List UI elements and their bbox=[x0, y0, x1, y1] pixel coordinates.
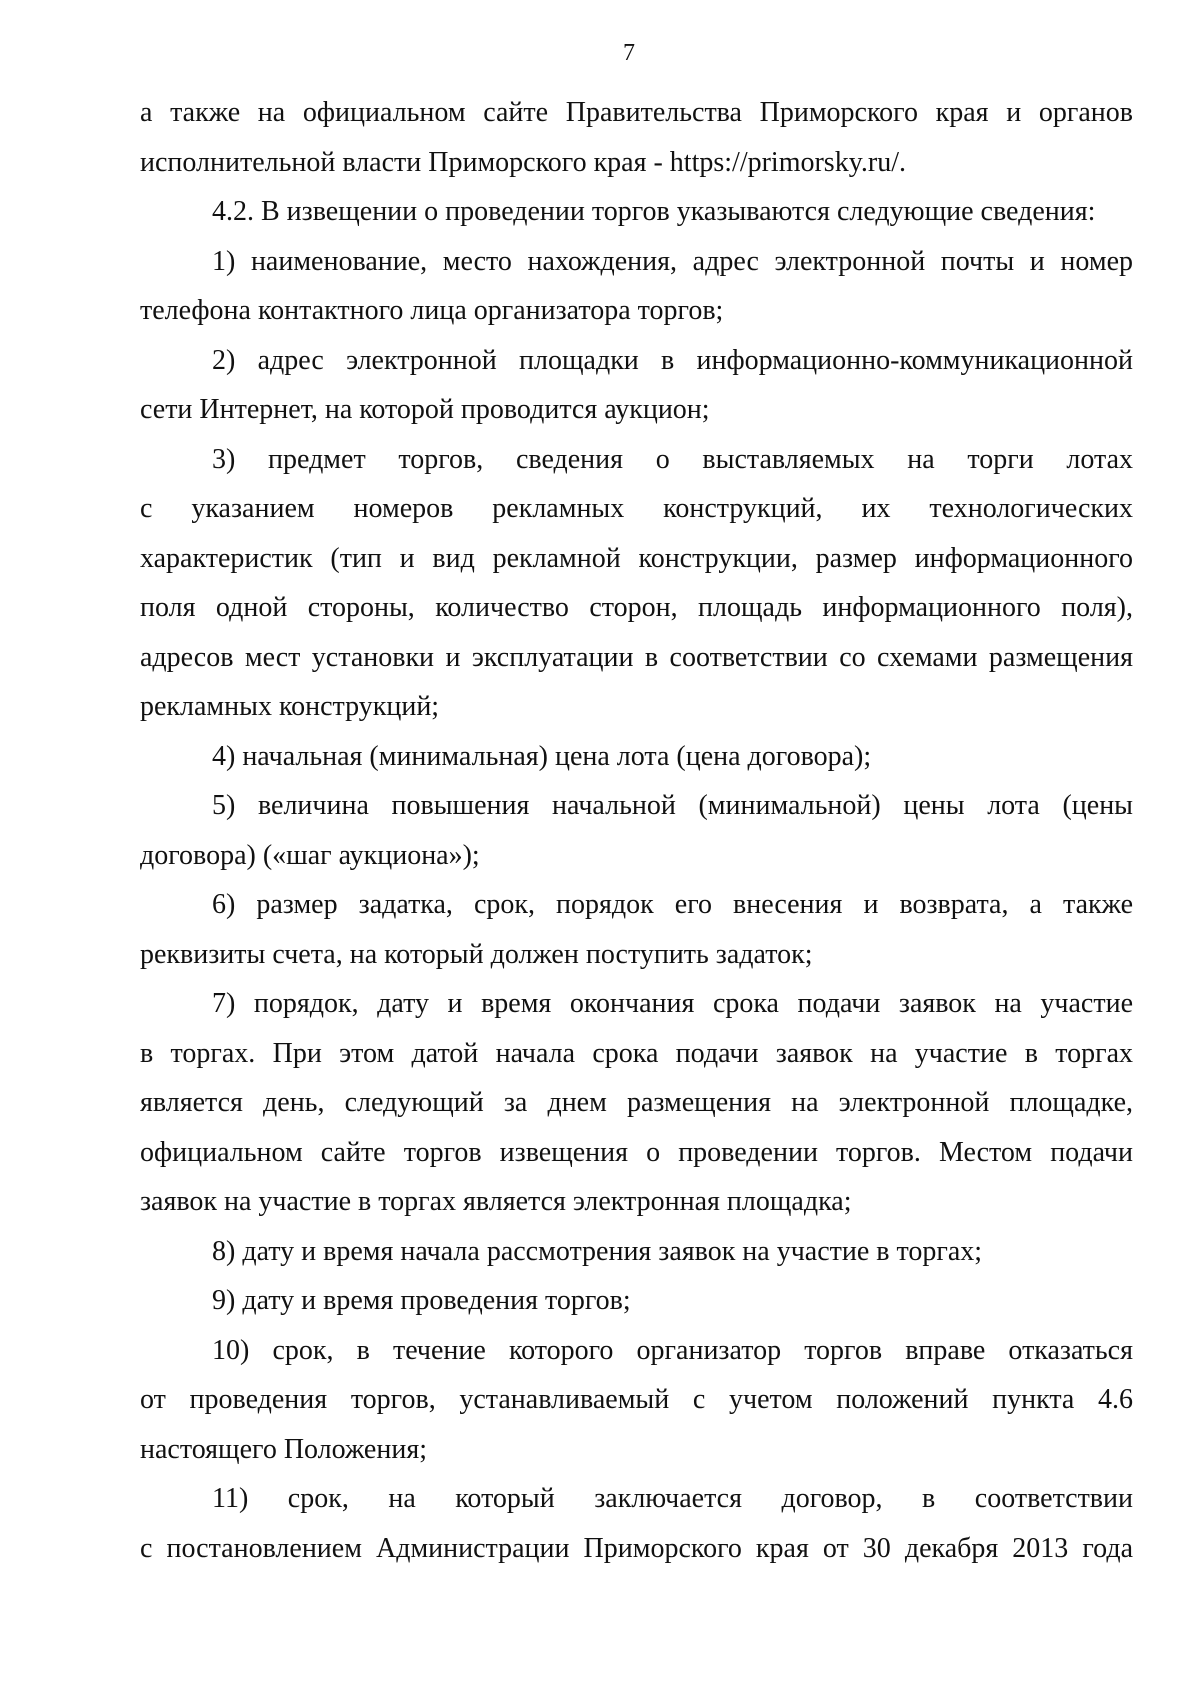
text-line: характеристик (тип и вид рекламной конструкции, размер информационного bbox=[140, 542, 1133, 574]
text-line: 9) дату и время проведения торгов; bbox=[212, 1285, 631, 1316]
text-line: 5) величина повышения начальной (минимальной) цены лота (цены bbox=[212, 790, 1133, 821]
text-line: исполнительной власти Приморского края - https://primorsky.ru/. bbox=[140, 146, 906, 178]
text-line: поля одной стороны, количество сторон, площадь информационного поля), bbox=[140, 592, 1133, 623]
text-line: от проведения торгов, устанавливаемый с учетом положений пункта 4.6 bbox=[140, 1384, 1133, 1415]
list-item-10 bbox=[140, 1326, 1133, 1475]
list-item-8 bbox=[140, 1227, 1133, 1277]
text-line: а также на официальном сайте Правительства Приморского края и органов bbox=[140, 97, 1133, 128]
text-line: 4) начальная (минимальная) цена лота (цена договора); bbox=[212, 740, 872, 772]
text-line: 1) наименование, место нахождения, адрес электронной почты и номер bbox=[212, 245, 1133, 277]
text-line: телефона контактного лица организатора торгов; bbox=[140, 295, 724, 326]
text-line: реквизиты счета, на который должен поступить задаток; bbox=[140, 938, 813, 970]
page-number: 7 bbox=[623, 40, 635, 66]
paragraph-4-2 bbox=[140, 187, 1133, 237]
text-line: 2) адрес электронной площадки в информационно-коммуникационной bbox=[212, 344, 1133, 376]
text-line: в торгах. При этом датой начала срока подачи заявок на участие в торгах bbox=[140, 1037, 1133, 1069]
list-item-2 bbox=[140, 336, 1133, 435]
list-item-6 bbox=[140, 880, 1133, 979]
text-line: 3) предмет торгов, сведения о выставляемых на торги лотах bbox=[212, 443, 1133, 475]
text-line: официальном сайте торгов извещения о проведении торгов. Местом подачи bbox=[140, 1136, 1133, 1168]
text-line: 4.2. В извещении о проведении торгов указываются следующие сведения: bbox=[212, 196, 1096, 227]
text-line: с постановлением Администрации Приморского края от 30 декабря 2013 года bbox=[140, 1532, 1133, 1564]
list-item-1 bbox=[140, 237, 1133, 336]
list-item-9 bbox=[140, 1276, 1133, 1326]
text-line: рекламных конструкций; bbox=[140, 691, 440, 722]
list-item-5 bbox=[140, 781, 1133, 880]
text-line: 8) дату и время начала рассмотрения заявок на участие в торгах; bbox=[212, 1235, 983, 1267]
list-item-3 bbox=[140, 435, 1133, 732]
list-item-11 bbox=[140, 1474, 1133, 1573]
paragraph-continuation bbox=[140, 88, 1133, 187]
text-line: 10) срок, в течение которого организатор торгов вправе отказаться bbox=[212, 1334, 1133, 1366]
document-body bbox=[140, 88, 1133, 1573]
text-line: с указанием номеров рекламных конструкций, их технологических bbox=[140, 493, 1133, 524]
text-line: является день, следующий за днем размещения на электронной площадке, bbox=[140, 1087, 1133, 1118]
list-item-4 bbox=[140, 732, 1133, 782]
text-line: договора) («шаг аукциона»); bbox=[140, 839, 480, 871]
list-item-7 bbox=[140, 979, 1133, 1227]
text-line: заявок на участие в торгах является электронная площадка; bbox=[140, 1186, 852, 1217]
text-line: настоящего Положения; bbox=[140, 1433, 427, 1465]
text-line: 7) порядок, дату и время окончания срока подачи заявок на участие bbox=[212, 988, 1133, 1019]
text-line: 11) срок, на который заключается договор, в соответствии bbox=[212, 1483, 1133, 1514]
text-line: сети Интернет, на которой проводится аукцион; bbox=[140, 394, 710, 425]
text-line: 6) размер задатка, срок, порядок его внесения и возврата, а также bbox=[212, 889, 1133, 920]
text-line: адресов мест установки и эксплуатации в соответствии со схемами размещения bbox=[140, 641, 1133, 673]
